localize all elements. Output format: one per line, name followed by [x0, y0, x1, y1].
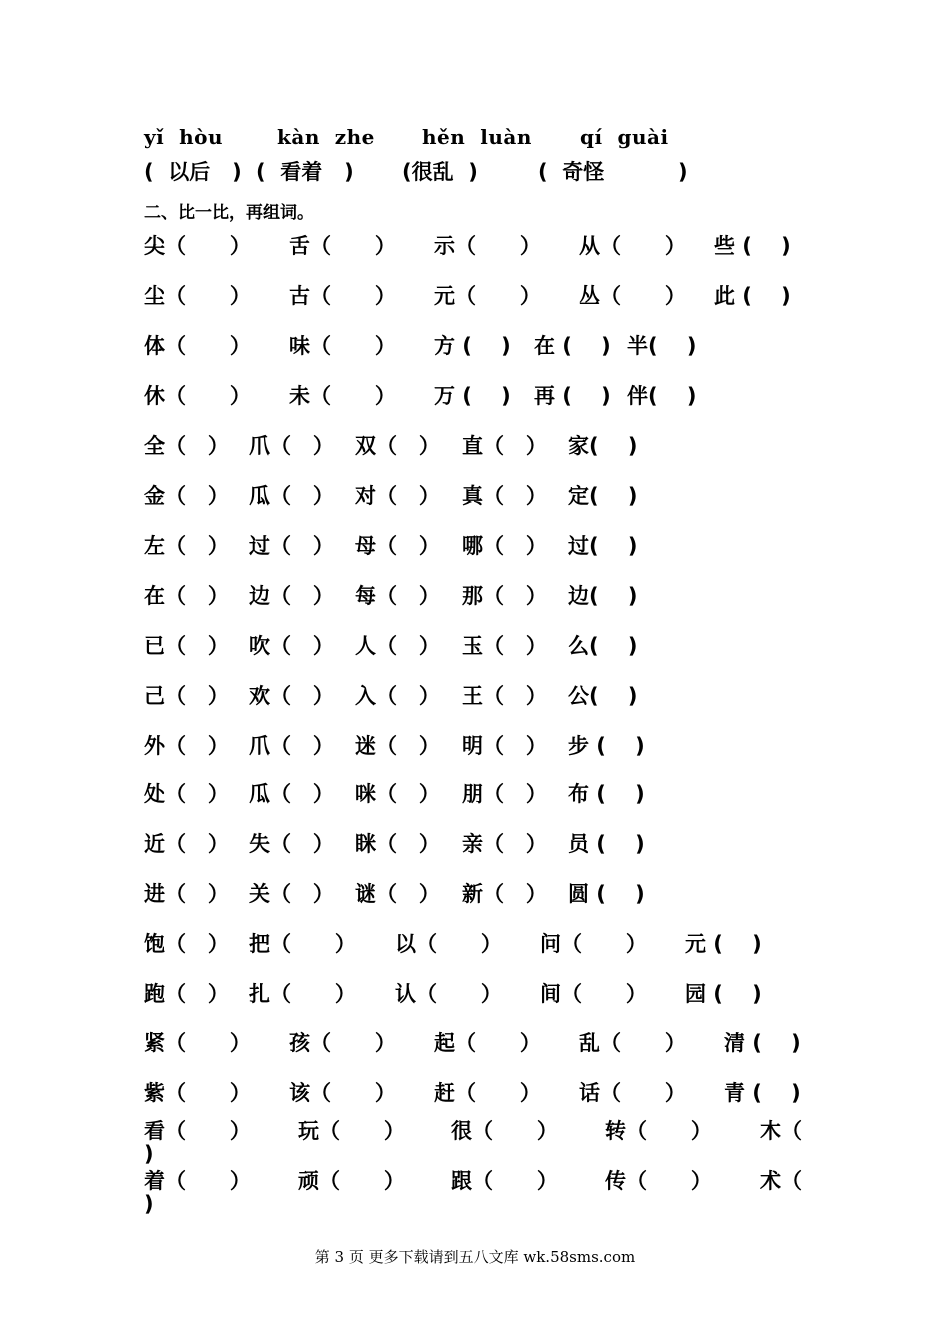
word-cell-r10-c3: 入（ ）: [355, 684, 440, 708]
word-cell-r6-c2: 瓜（ ）: [249, 484, 334, 508]
word-cell-r8-c2: 边（ ）: [249, 584, 334, 608]
word-cell-r10-c2: 欢（ ）: [249, 684, 334, 708]
word-cell-r10-c1: 己（ ）: [144, 684, 229, 708]
word-cell-r14-c4: 新（ ）: [462, 882, 547, 906]
pinyin-qiguai: qí guài: [580, 125, 669, 149]
word-cell-r3-c1: 体（ ）: [144, 334, 251, 358]
word-cell-r17-c1: 紧（ ）: [144, 1031, 251, 1055]
word-cell-r11-c2: 爪（ ）: [249, 734, 334, 758]
word-cell-r6-c1: 金（ ）: [144, 484, 229, 508]
word-cell-r7-c5: 过( ): [568, 534, 638, 558]
answer-henluan: (很乱 ): [402, 160, 478, 184]
answer-qiguai: ( 奇怪: [538, 160, 605, 184]
word-cell-r16-c3: 认（ ）: [395, 982, 502, 1006]
pinyin-kanzhe: kàn zhe: [277, 125, 375, 149]
wrap-closer-2: ): [144, 1192, 154, 1216]
word-cell-r12-c3: 咪（ ）: [355, 782, 440, 806]
word-cell-r19-c3: 很（ ）: [451, 1119, 558, 1143]
word-cell-r18-c3: 赶（ ）: [434, 1081, 541, 1105]
word-cell-r7-c1: 左（ ）: [144, 534, 229, 558]
word-cell-r18-c1: 紫（ ）: [144, 1081, 251, 1105]
word-cell-r18-c4: 话（ ）: [579, 1081, 686, 1105]
word-cell-r19-c4: 转（ ）: [605, 1119, 712, 1143]
word-cell-r10-c4: 王（ ）: [462, 684, 547, 708]
answer-kanzhe: ( 看着 ): [256, 160, 354, 184]
word-cell-r8-c1: 在（ ）: [144, 584, 229, 608]
word-cell-r6-c4: 真（ ）: [462, 484, 547, 508]
word-cell-r5-c2: 爪（ ）: [249, 434, 334, 458]
word-cell-r8-c4: 那（ ）: [462, 584, 547, 608]
word-cell-r14-c5: 圆 ( ): [568, 882, 645, 906]
word-cell-r14-c3: 谜（ ）: [355, 882, 440, 906]
word-cell-r16-c2: 扎（ ）: [249, 982, 356, 1006]
word-cell-r2-c4: 丛（ ）: [579, 284, 686, 308]
word-cell-r15-c5: 元 ( ): [685, 932, 762, 956]
word-cell-r13-c3: 眯（ ）: [355, 832, 440, 856]
word-cell-r11-c5: 步 ( ): [568, 734, 645, 758]
word-cell-r13-c1: 近（ ）: [144, 832, 229, 856]
word-cell-r11-c4: 明（ ）: [462, 734, 547, 758]
word-cell-r19-c2: 玩（ ）: [298, 1119, 405, 1143]
word-cell-r3-c4: 在 ( ): [534, 334, 611, 358]
word-cell-r13-c5: 员 ( ): [568, 832, 645, 856]
word-cell-r8-c5: 边( ): [568, 584, 638, 608]
word-cell-r2-c5: 此 ( ): [714, 284, 791, 308]
word-cell-r9-c3: 人（ ）: [355, 634, 440, 658]
word-cell-r3-c2: 味（ ）: [289, 334, 396, 358]
word-cell-r18-c5: 青 ( ): [724, 1081, 801, 1105]
word-cell-r12-c2: 瓜（ ）: [249, 782, 334, 806]
word-cell-r2-c2: 古（ ）: [289, 284, 396, 308]
word-cell-r7-c2: 过（ ）: [249, 534, 334, 558]
word-cell-r17-c4: 乱（ ）: [579, 1031, 686, 1055]
word-cell-r20-c5: 术（: [760, 1169, 802, 1193]
word-cell-r13-c4: 亲（ ）: [462, 832, 547, 856]
page-footer: 第 3 页 更多下载请到五八文库 wk.58sms.com: [314, 1248, 636, 1266]
word-cell-r2-c1: 尘（ ）: [144, 284, 251, 308]
word-cell-r3-c5: 半( ): [627, 334, 697, 358]
pinyin-henluan: hěn luàn: [422, 125, 532, 149]
word-cell-r17-c2: 孩（ ）: [289, 1031, 396, 1055]
pinyin-yihou: yǐ hòu: [144, 125, 224, 149]
word-cell-r1-c1: 尖（ ）: [144, 234, 251, 258]
word-cell-r5-c4: 直（ ）: [462, 434, 547, 458]
word-cell-r1-c3: 示（ ）: [434, 234, 541, 258]
word-cell-r19-c1: 看（ ）: [144, 1119, 251, 1143]
word-cell-r13-c2: 失（ ）: [249, 832, 334, 856]
word-cell-r8-c3: 每（ ）: [355, 584, 440, 608]
word-cell-r4-c1: 休（ ）: [144, 384, 251, 408]
word-cell-r7-c4: 哪（ ）: [462, 534, 547, 558]
word-cell-r4-c2: 未（ ）: [289, 384, 396, 408]
word-cell-r12-c5: 布 ( ): [568, 782, 645, 806]
word-cell-r14-c2: 关（ ）: [249, 882, 334, 906]
word-cell-r10-c5: 公( ): [568, 684, 638, 708]
word-cell-r11-c3: 迷（ ）: [355, 734, 440, 758]
word-cell-r9-c1: 已（ ）: [144, 634, 229, 658]
answer-qiguai-close: ): [678, 160, 688, 184]
word-cell-r1-c4: 从（ ）: [579, 234, 686, 258]
word-cell-r15-c1: 饱（ ）: [144, 932, 229, 956]
word-cell-r1-c2: 舌（ ）: [289, 234, 396, 258]
word-cell-r4-c3: 万 ( ): [434, 384, 511, 408]
word-cell-r20-c1: 着（ ）: [144, 1169, 251, 1193]
word-cell-r18-c2: 该（ ）: [289, 1081, 396, 1105]
word-cell-r12-c4: 朋（ ）: [462, 782, 547, 806]
word-cell-r20-c2: 顽（ ）: [298, 1169, 405, 1193]
word-cell-r17-c5: 清 ( ): [724, 1031, 801, 1055]
word-cell-r15-c3: 以（ ）: [395, 932, 502, 956]
wrap-closer-1: ): [144, 1142, 154, 1166]
answer-yihou: ( 以后 ): [144, 160, 242, 184]
word-cell-r17-c3: 起（ ）: [434, 1031, 541, 1055]
word-cell-r20-c4: 传（ ）: [605, 1169, 712, 1193]
word-cell-r5-c3: 双（ ）: [355, 434, 440, 458]
word-cell-r2-c3: 元（ ）: [434, 284, 541, 308]
word-cell-r7-c3: 母（ ）: [355, 534, 440, 558]
word-cell-r5-c5: 家( ): [568, 434, 638, 458]
word-cell-r19-c5: 木（: [760, 1119, 802, 1143]
word-cell-r4-c5: 伴( ): [627, 384, 697, 408]
word-cell-r4-c4: 再 ( ): [534, 384, 611, 408]
word-cell-r9-c4: 玉（ ）: [462, 634, 547, 658]
word-cell-r9-c2: 吹（ ）: [249, 634, 334, 658]
word-cell-r12-c1: 处（ ）: [144, 782, 229, 806]
word-cell-r6-c3: 对（ ）: [355, 484, 440, 508]
word-cell-r16-c4: 间（ ）: [540, 982, 647, 1006]
word-cell-r15-c4: 问（ ）: [540, 932, 647, 956]
word-cell-r16-c1: 跑（ ）: [144, 982, 229, 1006]
word-cell-r16-c5: 园 ( ): [685, 982, 762, 1006]
word-cell-r15-c2: 把（ ）: [249, 932, 356, 956]
word-cell-r5-c1: 全（ ）: [144, 434, 229, 458]
word-cell-r6-c5: 定( ): [568, 484, 638, 508]
word-cell-r11-c1: 外（ ）: [144, 734, 229, 758]
section-heading: 二、比一比，再组词。: [144, 203, 314, 223]
word-cell-r3-c3: 方 ( ): [434, 334, 511, 358]
word-cell-r9-c5: 么( ): [568, 634, 638, 658]
word-cell-r14-c1: 进（ ）: [144, 882, 229, 906]
word-cell-r1-c5: 些 ( ): [714, 234, 791, 258]
word-cell-r20-c3: 跟（ ）: [451, 1169, 558, 1193]
